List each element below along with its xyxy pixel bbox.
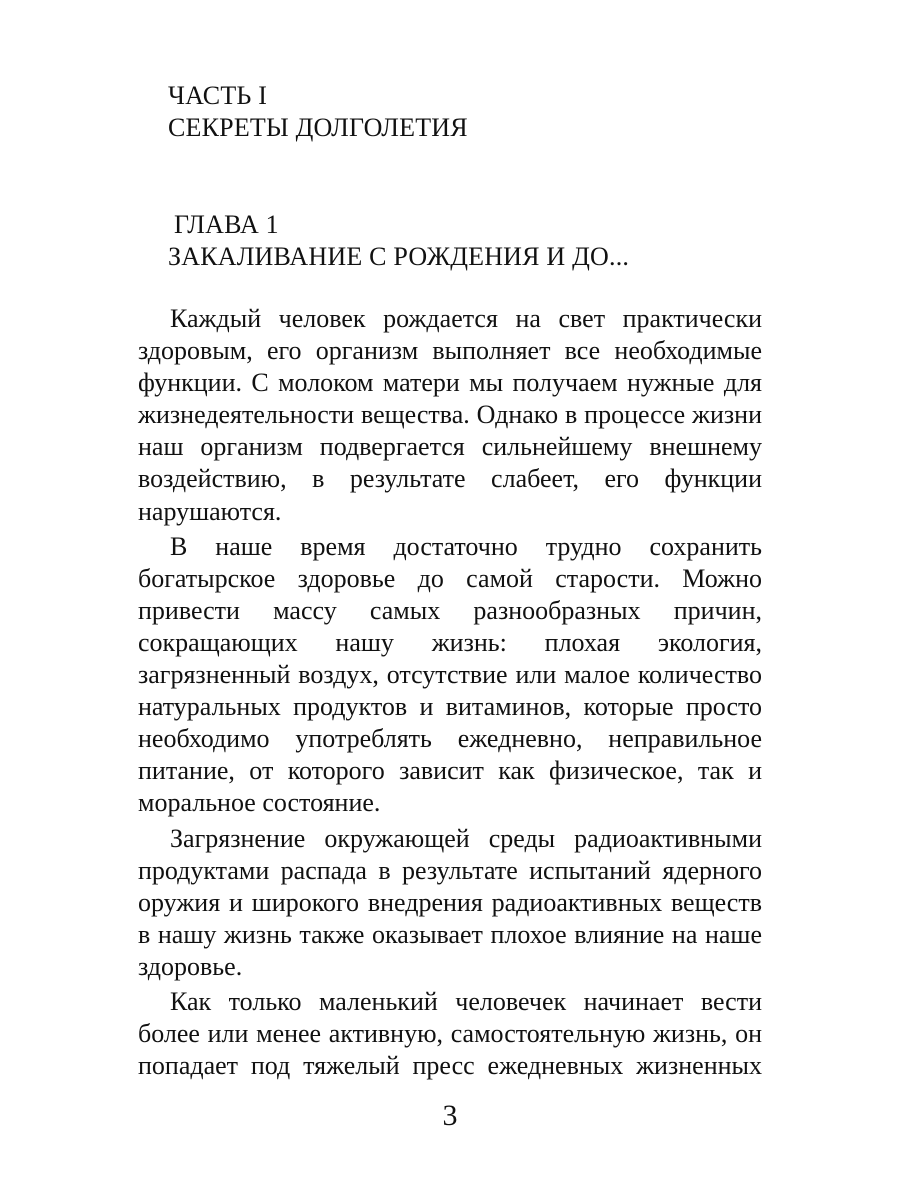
part-title: СЕКРЕТЫ ДОЛГОЛЕТИЯ: [168, 113, 468, 142]
paragraph: В наше время достаточно трудно сохранить богатырское здоровье до самой старости. Можно привести массу самых разнообразных причин, сокращающих нашу жизнь: плохая экология, загрязненный воздух, отсутствие или малое количество натуральных продуктов и витаминов, которые просто необходимо употреблять ежедневно, неправильное питание, от которого зависит как физическое, так и моральное состояние.: [138, 531, 762, 818]
paragraph: Каждый человек рождается на свет практически здоровым, его организм выполняет все необходимые функции. С молоком матери мы получаем нужные для жизнедеятельности вещества. Однако в процессе жизни наш организм подвергается сильнейшему внешнему воздействию, в результате слабеет, его функции нарушаются.: [138, 304, 762, 526]
part-heading: [168, 80, 768, 144]
page-number: 3: [442, 1099, 458, 1132]
chapter-body: [138, 303, 762, 1085]
part-label: ЧАСТЬ I: [168, 81, 268, 110]
chapter-label: ГЛАВА 1: [174, 210, 279, 239]
chapter-heading: [168, 209, 774, 273]
paragraph: Как только маленький человечек начинает вести более или менее активную, самостоятельную жизнь, он попадает под тяжелый пресс ежедневных жизненных: [138, 986, 762, 1081]
chapter-title: ЗАКАЛИВАНИЕ С РОЖДЕНИЯ И ДО...: [168, 242, 630, 271]
paragraph: Загрязнение окружающей среды радиоактивными продуктами распада в результате испытаний ядерного оружия и широкого внедрения радиоактивных веществ в нашу жизнь также оказывает плохое влияние на наше здоровье.: [138, 823, 762, 981]
